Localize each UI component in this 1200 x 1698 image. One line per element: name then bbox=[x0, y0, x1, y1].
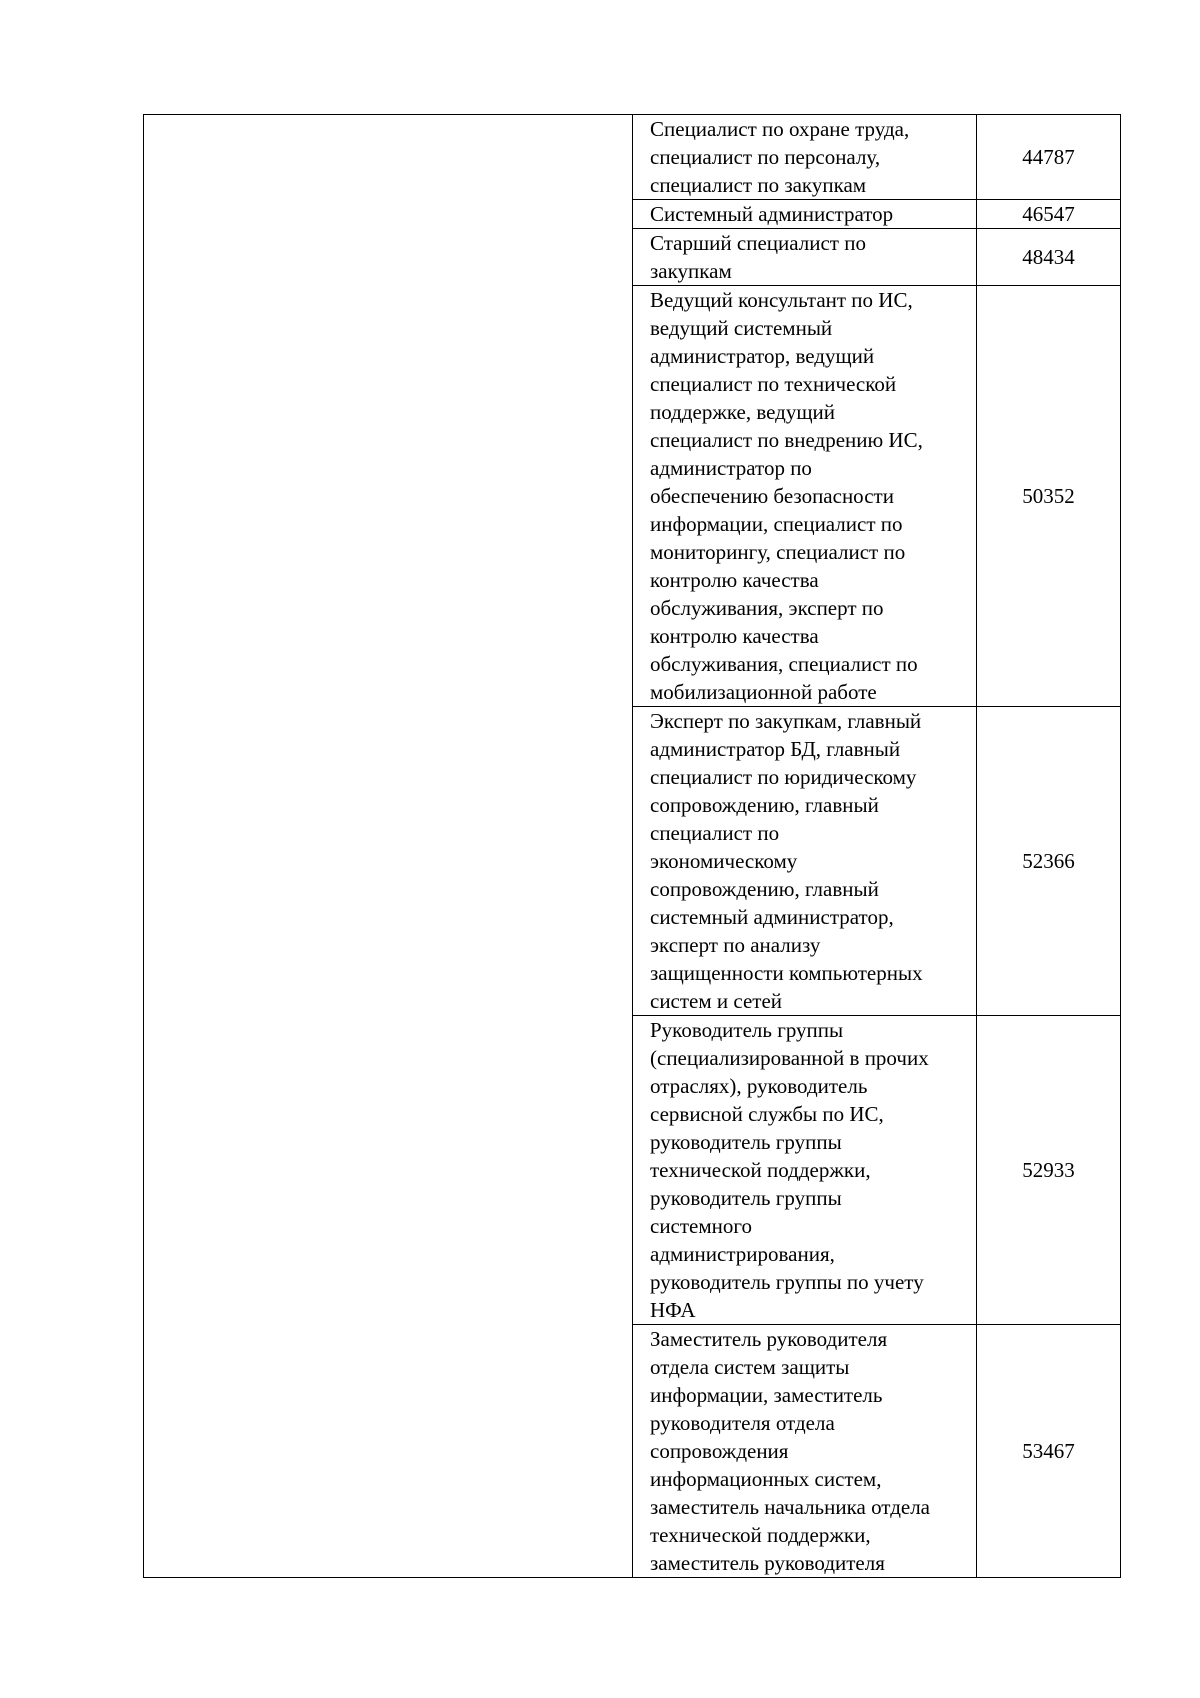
position-cell: Ведущий консультант по ИС, ведущий системный администратор, ведущий специалист по технической поддержке, ведущий специалист по внедрению ИС, администратор по обеспечению безопасности информации, специалист по мониторингу, специалист по контролю качества обслуживания, эксперт по контролю качества обслуживания, специалист по мобилизационной работе bbox=[633, 286, 977, 707]
position-cell: Старший специалист по закупкам bbox=[633, 229, 977, 286]
salary-cell: 46547 bbox=[977, 200, 1121, 229]
position-cell: Специалист по охране труда, специалист по персоналу, специалист по закупкам bbox=[633, 115, 977, 200]
position-cell: Заместитель руководителя отдела систем защиты информации, заместитель руководителя отдела сопровождения информационных систем, заместитель начальника отдела технической поддержки, заместитель руководителя bbox=[633, 1325, 977, 1578]
salary-cell: 52933 bbox=[977, 1016, 1121, 1325]
salary-cell: 50352 bbox=[977, 286, 1121, 707]
position-cell: Руководитель группы (специализированной в прочих отраслях), руководитель сервисной службы по ИС, руководитель группы технической поддержки, руководитель группы системного администрирования, руководитель группы по учету НФА bbox=[633, 1016, 977, 1325]
salary-cell: 44787 bbox=[977, 115, 1121, 200]
position-cell: Системный администратор bbox=[633, 200, 977, 229]
salary-table bbox=[143, 114, 1121, 1578]
salary-cell: 48434 bbox=[977, 229, 1121, 286]
salary-cell: 52366 bbox=[977, 707, 1121, 1016]
salary-cell: 53467 bbox=[977, 1325, 1121, 1578]
position-cell: Эксперт по закупкам, главный администратор БД, главный специалист по юридическому сопровождению, главный специалист по экономическому сопровождению, главный системный администратор, эксперт по анализу защищенности компьютерных систем и сетей bbox=[633, 707, 977, 1016]
empty-left-cell bbox=[144, 115, 633, 1578]
table-row bbox=[144, 115, 1121, 200]
